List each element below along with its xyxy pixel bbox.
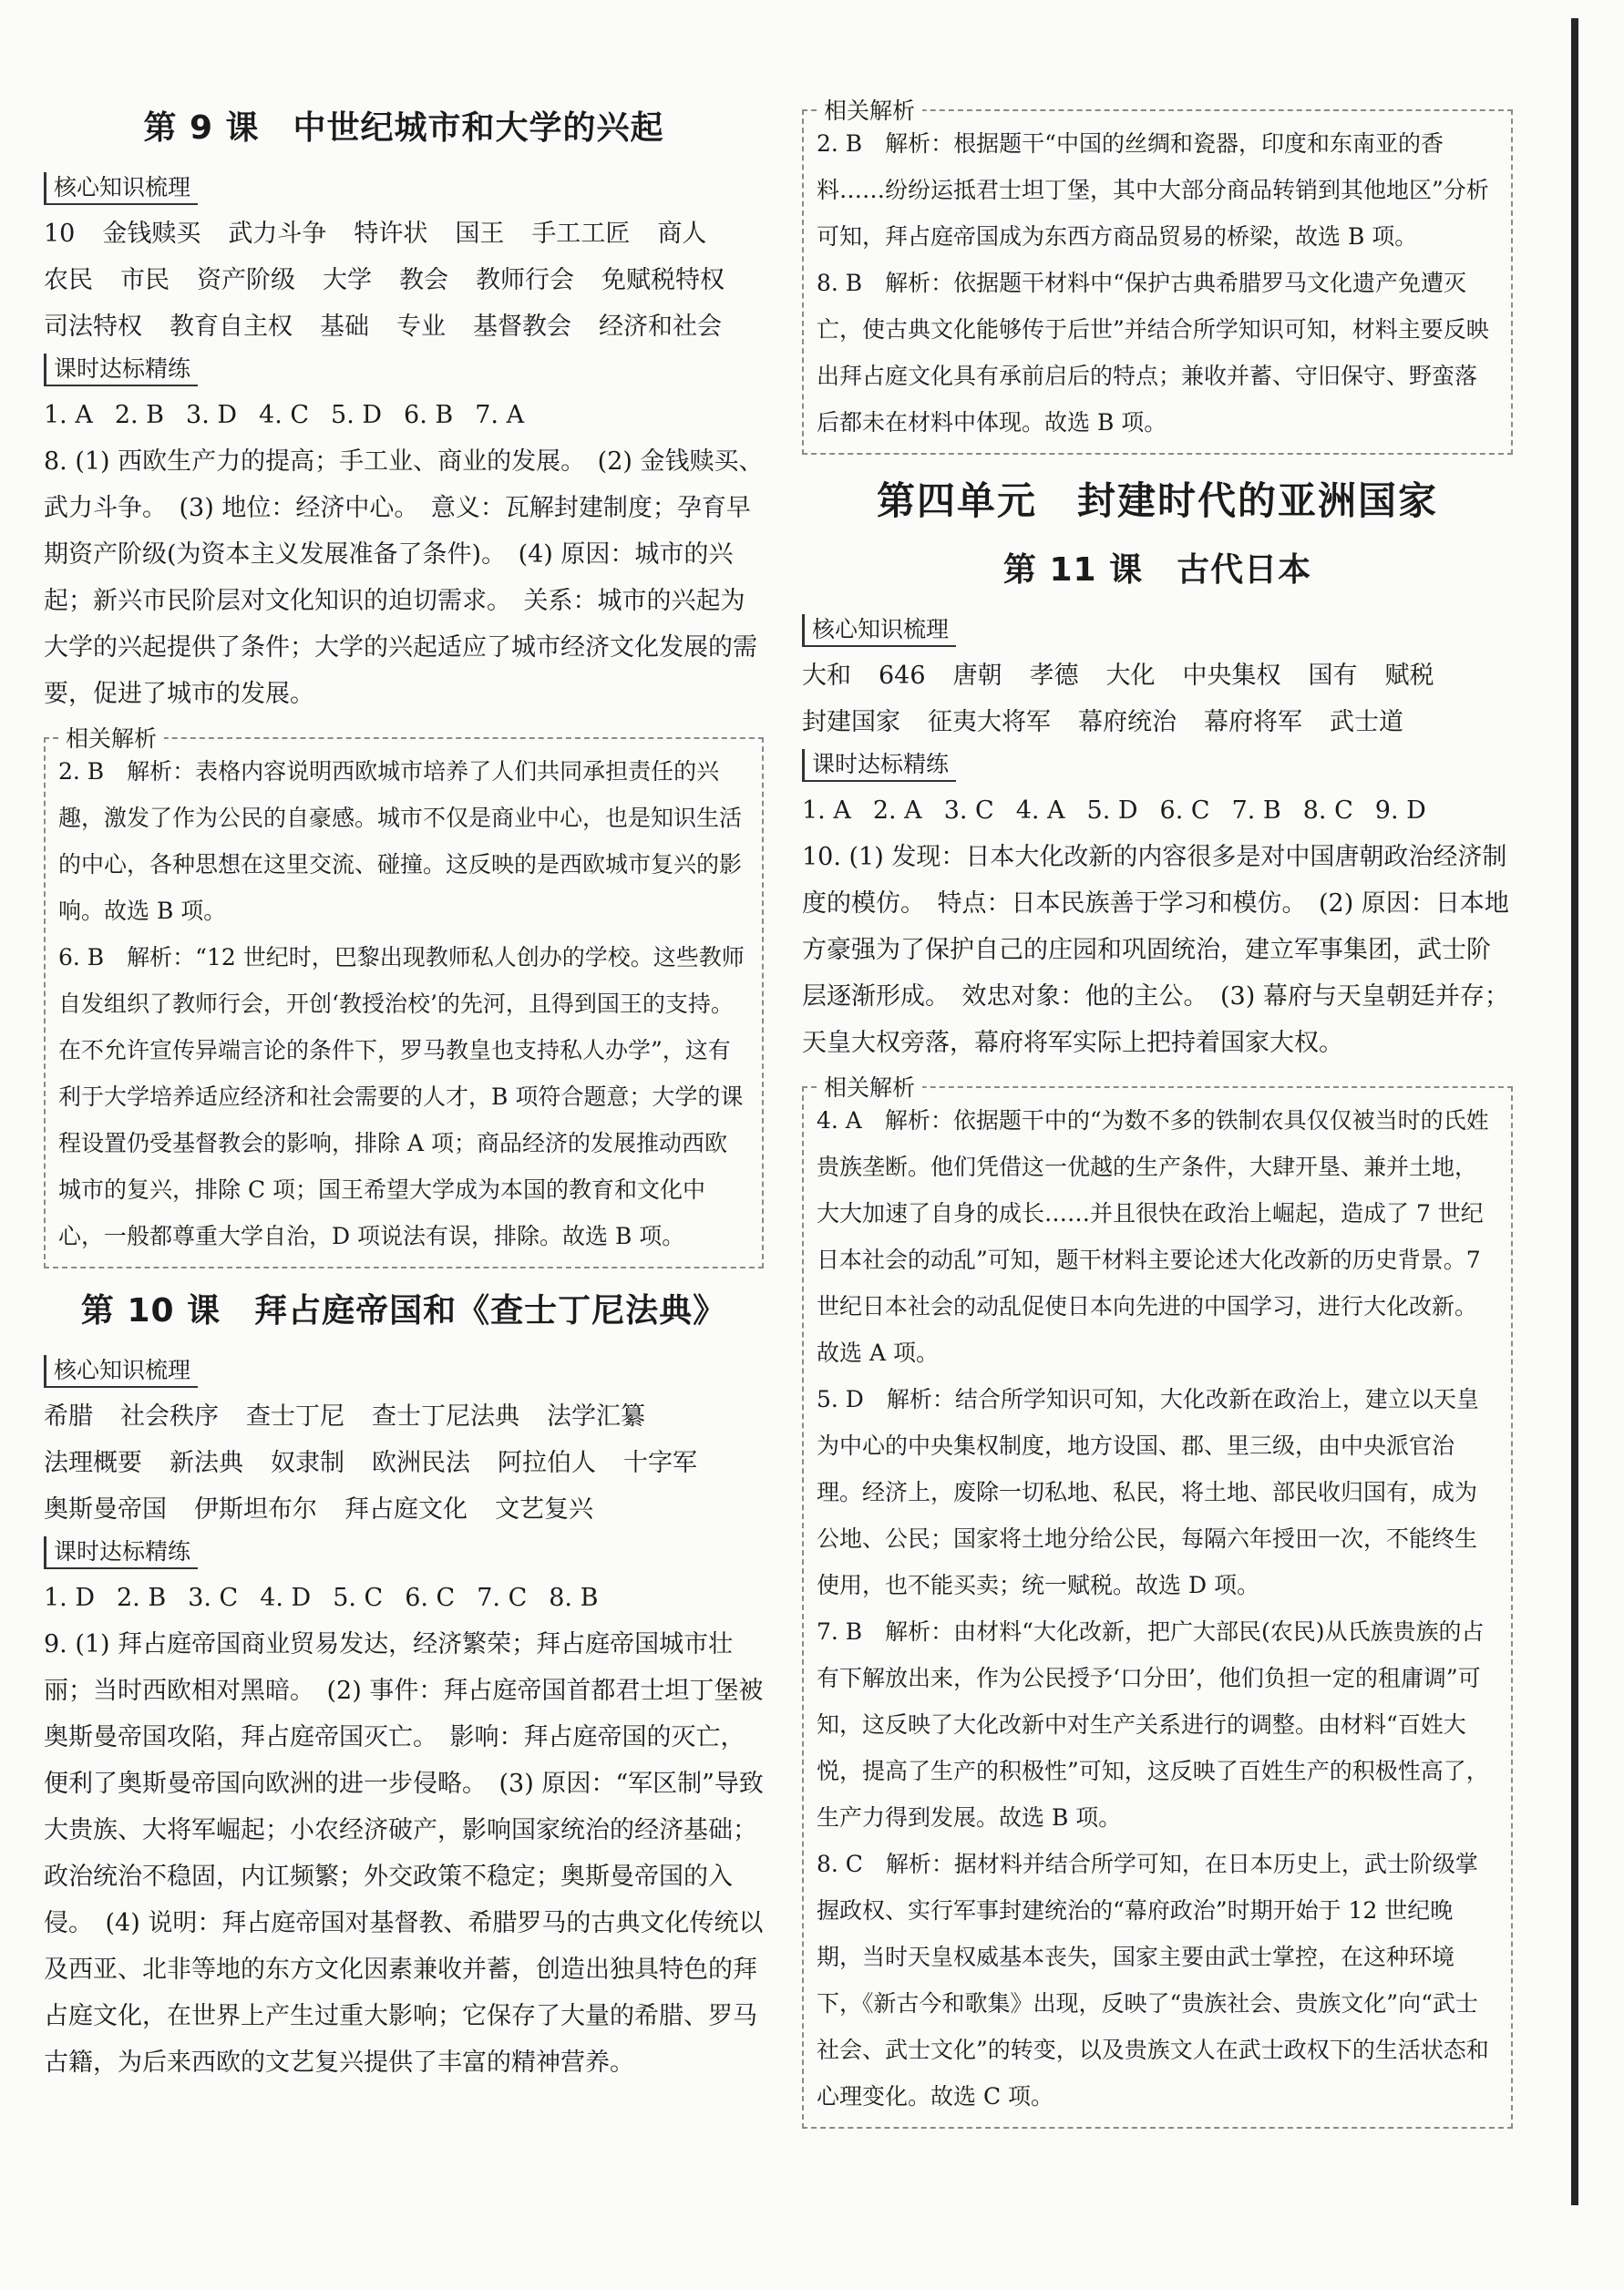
l11-keywords	[802, 652, 1513, 745]
keyword: 希腊	[44, 1402, 93, 1431]
answer: 7. C	[477, 1584, 528, 1612]
keyword: 司法特权	[44, 313, 142, 341]
analysis-item: 2. B 解析：根据题干“中国的丝绸和瓷器，印度和东南亚的香料……纷纷运抵君士坦丁堡，其中大部分商品转销到其他地区”分析可知，拜占庭帝国成为东西方商品贸易的桥梁，故选 B 项。	[817, 130, 1489, 250]
keyword: 幕府将军	[1204, 708, 1302, 736]
answer: 5. D	[331, 401, 383, 429]
left-column	[44, 91, 764, 2086]
keyword: 教师行会	[476, 266, 574, 294]
answer: 1. A	[44, 401, 93, 429]
answer: 3. C	[943, 796, 994, 825]
right-column	[802, 98, 1513, 2145]
l11-question-10-answer: 10. (1) 发现：日本大化改新的内容很多是对中国唐朝政治经济制度的模仿。 特点：日本民族善于学习和模仿。 (2) 原因：日本地方豪强为了保护自己的庄园和巩固统治，建立军事集团，武士阶层逐渐形成。 效忠对象：他的主公。 (3) 幕府与天皇朝廷并存；天皇大权旁落，幕府将军实际上把持着国家大权。	[802, 843, 1509, 1057]
keyword: 十字军	[623, 1449, 697, 1477]
analysis-item: 8. C 解析：据材料并结合所学可知，在日本历史上，武士阶级掌握政权、实行军事封建统治的“幕府政治”时期开始于 12 世纪晚期，当时天皇权威基本丧失，国家主要由武士掌控，在这种环境下，《新古今和歌集》出现，反映了“贵族社会、贵族文化”向“武士社会、武士文化”的转变，以及贵族文人在武士政权下的生活状态和心理变化。故选 C 项。	[817, 1851, 1489, 2110]
answer: 5. C	[333, 1584, 384, 1612]
l10-core-label: 核心知识梳理	[44, 1355, 198, 1388]
keyword: 幕府统治	[1078, 708, 1177, 736]
keyword: 法理概要	[44, 1449, 142, 1477]
answer: 4. A	[1015, 796, 1065, 825]
keyword: 农民	[44, 266, 93, 294]
keyword: 孝德	[1029, 662, 1079, 690]
l9-analysis-label: 相关解析	[58, 721, 164, 754]
l10-keywords	[44, 1393, 764, 1533]
answer: 4. C	[259, 401, 310, 429]
lesson-9-title: 第 9 课 中世纪城市和大学的兴起	[143, 109, 664, 147]
l10-question-9-answer: 9. (1) 拜占庭帝国商业贸易发达，经济繁荣；拜占庭帝国城市壮丽；当时西欧相对黑暗。 (2) 事件：拜占庭帝国首都君士坦丁堡被奥斯曼帝国攻陷，拜占庭帝国灭亡。 影响：拜占庭帝国的灭亡，便利了奥斯曼帝国向欧洲的进一步侵略。 (3) 原因：“军区制”导致大贵族、大将军崛起；小农经济破产，影响国家统治的经济基础；政治统治不稳固，内讧频繁；外交政策不稳定；奥斯曼帝国的入侵。 (4) 说明：拜占庭帝国对基督教、希腊罗马的古典文化传统以及西亚、北非等地的东方文化因素兼收并蓄，创造出独具特色的拜占庭文化，在世界上产生过重大影响；它保存了大量的希腊、罗马古籍，为后来西欧的文艺复兴提供了丰富的精神营养。	[44, 1630, 764, 2077]
answer: 6. C	[405, 1584, 456, 1612]
answer: 4. D	[260, 1584, 312, 1612]
keyword: 10	[44, 220, 76, 248]
lesson-11-title: 第 11 课 古代日本	[1002, 551, 1312, 589]
analysis-item: 7. B 解析：由材料“大化改新，把广大部民(农民)从氏族贵族的占有下解放出来，作为公民授予‘口分田’，他们负担一定的租庸调”可知，这反映了大化改新中对生产关系进行的调整。由材料“百姓大悦，提高了生产的积极性”可知，这反映了百姓生产的积极性高了，生产力得到发展。故选 B 项。	[817, 1618, 1489, 1831]
keyword: 查士丁尼法典	[372, 1402, 519, 1431]
keyword: 阿拉伯人	[498, 1449, 596, 1477]
answer: 2. B	[117, 1584, 167, 1612]
keyword: 唐朝	[952, 662, 1002, 690]
keyword: 商人	[657, 220, 707, 248]
l11-practice-label: 课时达标精练	[802, 749, 956, 782]
answer: 2. B	[114, 401, 165, 429]
keyword: 资产阶级	[197, 266, 295, 294]
answer: 6. C	[1159, 796, 1210, 825]
keyword: 大和	[802, 662, 851, 690]
answer: 9. D	[1374, 796, 1426, 825]
l11-choice-answers	[802, 787, 1513, 834]
keyword: 社会秩序	[120, 1402, 219, 1431]
l9-core-label: 核心知识梳理	[44, 172, 198, 205]
analysis-item: 2. B 解析：表格内容说明西欧城市培养了人们共同承担责任的兴趣，激发了作为公民的自豪感。城市不仅是商业中心，也是知识生活的中心，各种思想在这里交流、碰撞。这反映的是西欧城市复兴的影响。故选 B 项。	[58, 758, 743, 924]
answer: 3. D	[186, 401, 238, 429]
l10-practice-label: 课时达标精练	[44, 1536, 198, 1569]
keyword: 教会	[399, 266, 448, 294]
keyword: 大学	[323, 266, 372, 294]
analysis-item: 4. A 解析：依据题干中的“为数不多的铁制农具仅仅被当时的氏姓贵族垄断。他们凭借这一优越的生产条件，大肆开垦、兼并土地，大大加速了自身的成长……并且很快在政治上崛起，造成了 7 世纪日本社会的动乱”可知，题干材料主要论述大化改新的历史背景。7 世纪日本社会的动乱促使日本向先进的中国学习，进行大化改新。故选 A 项。	[817, 1107, 1489, 1366]
answer: 1. D	[44, 1584, 95, 1612]
page-edge-shadow	[1571, 18, 1578, 2205]
keyword: 赋税	[1384, 662, 1434, 690]
keyword: 文艺复兴	[495, 1495, 593, 1524]
l10-choice-answers	[44, 1575, 764, 1621]
answer: 5. D	[1086, 796, 1138, 825]
answer: 6. B	[404, 401, 454, 429]
keyword: 国王	[455, 220, 505, 248]
keyword: 大化	[1105, 662, 1156, 690]
l10-analysis-label: 相关解析	[817, 93, 922, 126]
l11-core-label: 核心知识梳理	[802, 614, 956, 647]
answer: 7. B	[1231, 796, 1281, 825]
keyword: 武士道	[1330, 708, 1403, 736]
keyword: 基础	[320, 313, 369, 341]
keyword: 基督教会	[473, 313, 571, 341]
keyword: 经济和社会	[599, 313, 722, 341]
keyword: 封建国家	[802, 708, 900, 736]
keyword: 伊斯坦布尔	[194, 1495, 317, 1524]
keyword: 法学汇纂	[547, 1402, 645, 1431]
lesson-10-title: 第 10 课 拜占庭帝国和《查士丁尼法典》	[80, 1292, 727, 1330]
l9-analysis-box	[44, 725, 764, 1268]
answer: 2. A	[872, 796, 922, 825]
keyword: 拜占庭文化	[344, 1495, 468, 1524]
answer: 3. C	[188, 1584, 239, 1612]
keyword: 奴隶制	[271, 1449, 344, 1477]
keyword: 特许状	[354, 220, 428, 248]
analysis-item: 6. B 解析：“12 世纪时，巴黎出现教师私人创办的学校。这些教师自发组织了教师行会，开创‘教授治校’的先河，且得到国王的支持。在不允许宣传异端言论的条件下，罗马教皇也支持私人办学”，这有利于大学培养适应经济和社会需要的人才，B 项符合题意；大学的课程设置仍受基督教会的影响，排除 A 项；商品经济的发展推动西欧城市的复兴，排除 C 项；国王希望大学成为本国的教育和文化中心，一般都尊重大学自治，D 项说法有误，排除。故选 B 项。	[58, 944, 745, 1249]
keyword: 欧洲民法	[372, 1449, 470, 1477]
l9-question-8-answer: 8. (1) 西欧生产力的提高；手工业、商业的发展。 (2) 金钱赎买、武力斗争。 (3) 地位：经济中心。 意义：瓦解封建制度；孕育早期资产阶级(为资本主义发展准备了条件)。 (4) 原因：城市的兴起；新兴市民阶层对文化知识的迫切需求。 关系：城市的兴起为大学的兴起提供了条件；大学的兴起适应了城市经济文化发展的需要，促进了城市的发展。	[44, 447, 764, 708]
l9-practice-label: 课时达标精练	[44, 354, 198, 386]
keyword: 国有	[1308, 662, 1358, 690]
keyword: 专业	[396, 313, 446, 341]
answer: 7. A	[475, 401, 525, 429]
l11-analysis-box	[802, 1074, 1513, 2129]
analysis-item: 8. B 解析：依据题干材料中“保护古典希腊罗马文化遗产免遭灭亡，使古典文化能够传于后世”并结合所学知识可知，材料主要反映出拜占庭文化具有承前启后的特点；兼收并蓄、守旧保守、野蛮落后都未在材料中体现。故选 B 项。	[817, 270, 1489, 436]
keyword: 免赋税特权	[601, 266, 725, 294]
analysis-item: 5. D 解析：结合所学知识可知，大化改新在政治上，建立以天皇为中心的中央集权制度，地方设国、郡、里三级，由中央派官治理。经济上，废除一切私地、私民，将土地、部民收归国有，成为公地、公民；国家将土地分给公民，每隔六年授田一次，不能终生使用，也不能买卖；统一赋税。故选 D 项。	[817, 1386, 1479, 1598]
answer: 8. C	[1302, 796, 1353, 825]
keyword: 奥斯曼帝国	[44, 1495, 167, 1524]
answer: 8. B	[549, 1584, 599, 1612]
keyword: 查士丁尼	[246, 1402, 344, 1431]
keyword: 市民	[120, 266, 170, 294]
keyword: 手工工匠	[531, 220, 631, 248]
keyword: 中央集权	[1182, 662, 1281, 690]
l9-choice-answers	[44, 392, 764, 438]
keyword: 征夷大将军	[928, 708, 1051, 736]
keyword: 教育自主权	[170, 313, 293, 341]
keyword: 武力斗争	[228, 220, 327, 248]
l9-keywords	[44, 211, 764, 350]
unit-4-title: 第四单元 封建时代的亚洲国家	[876, 478, 1438, 523]
keyword: 金钱赎买	[102, 220, 201, 248]
keyword: 646	[879, 662, 926, 690]
l10-analysis-box	[802, 98, 1513, 455]
keyword: 新法典	[170, 1449, 243, 1477]
l11-analysis-label: 相关解析	[817, 1070, 922, 1103]
answer: 1. A	[802, 796, 851, 825]
